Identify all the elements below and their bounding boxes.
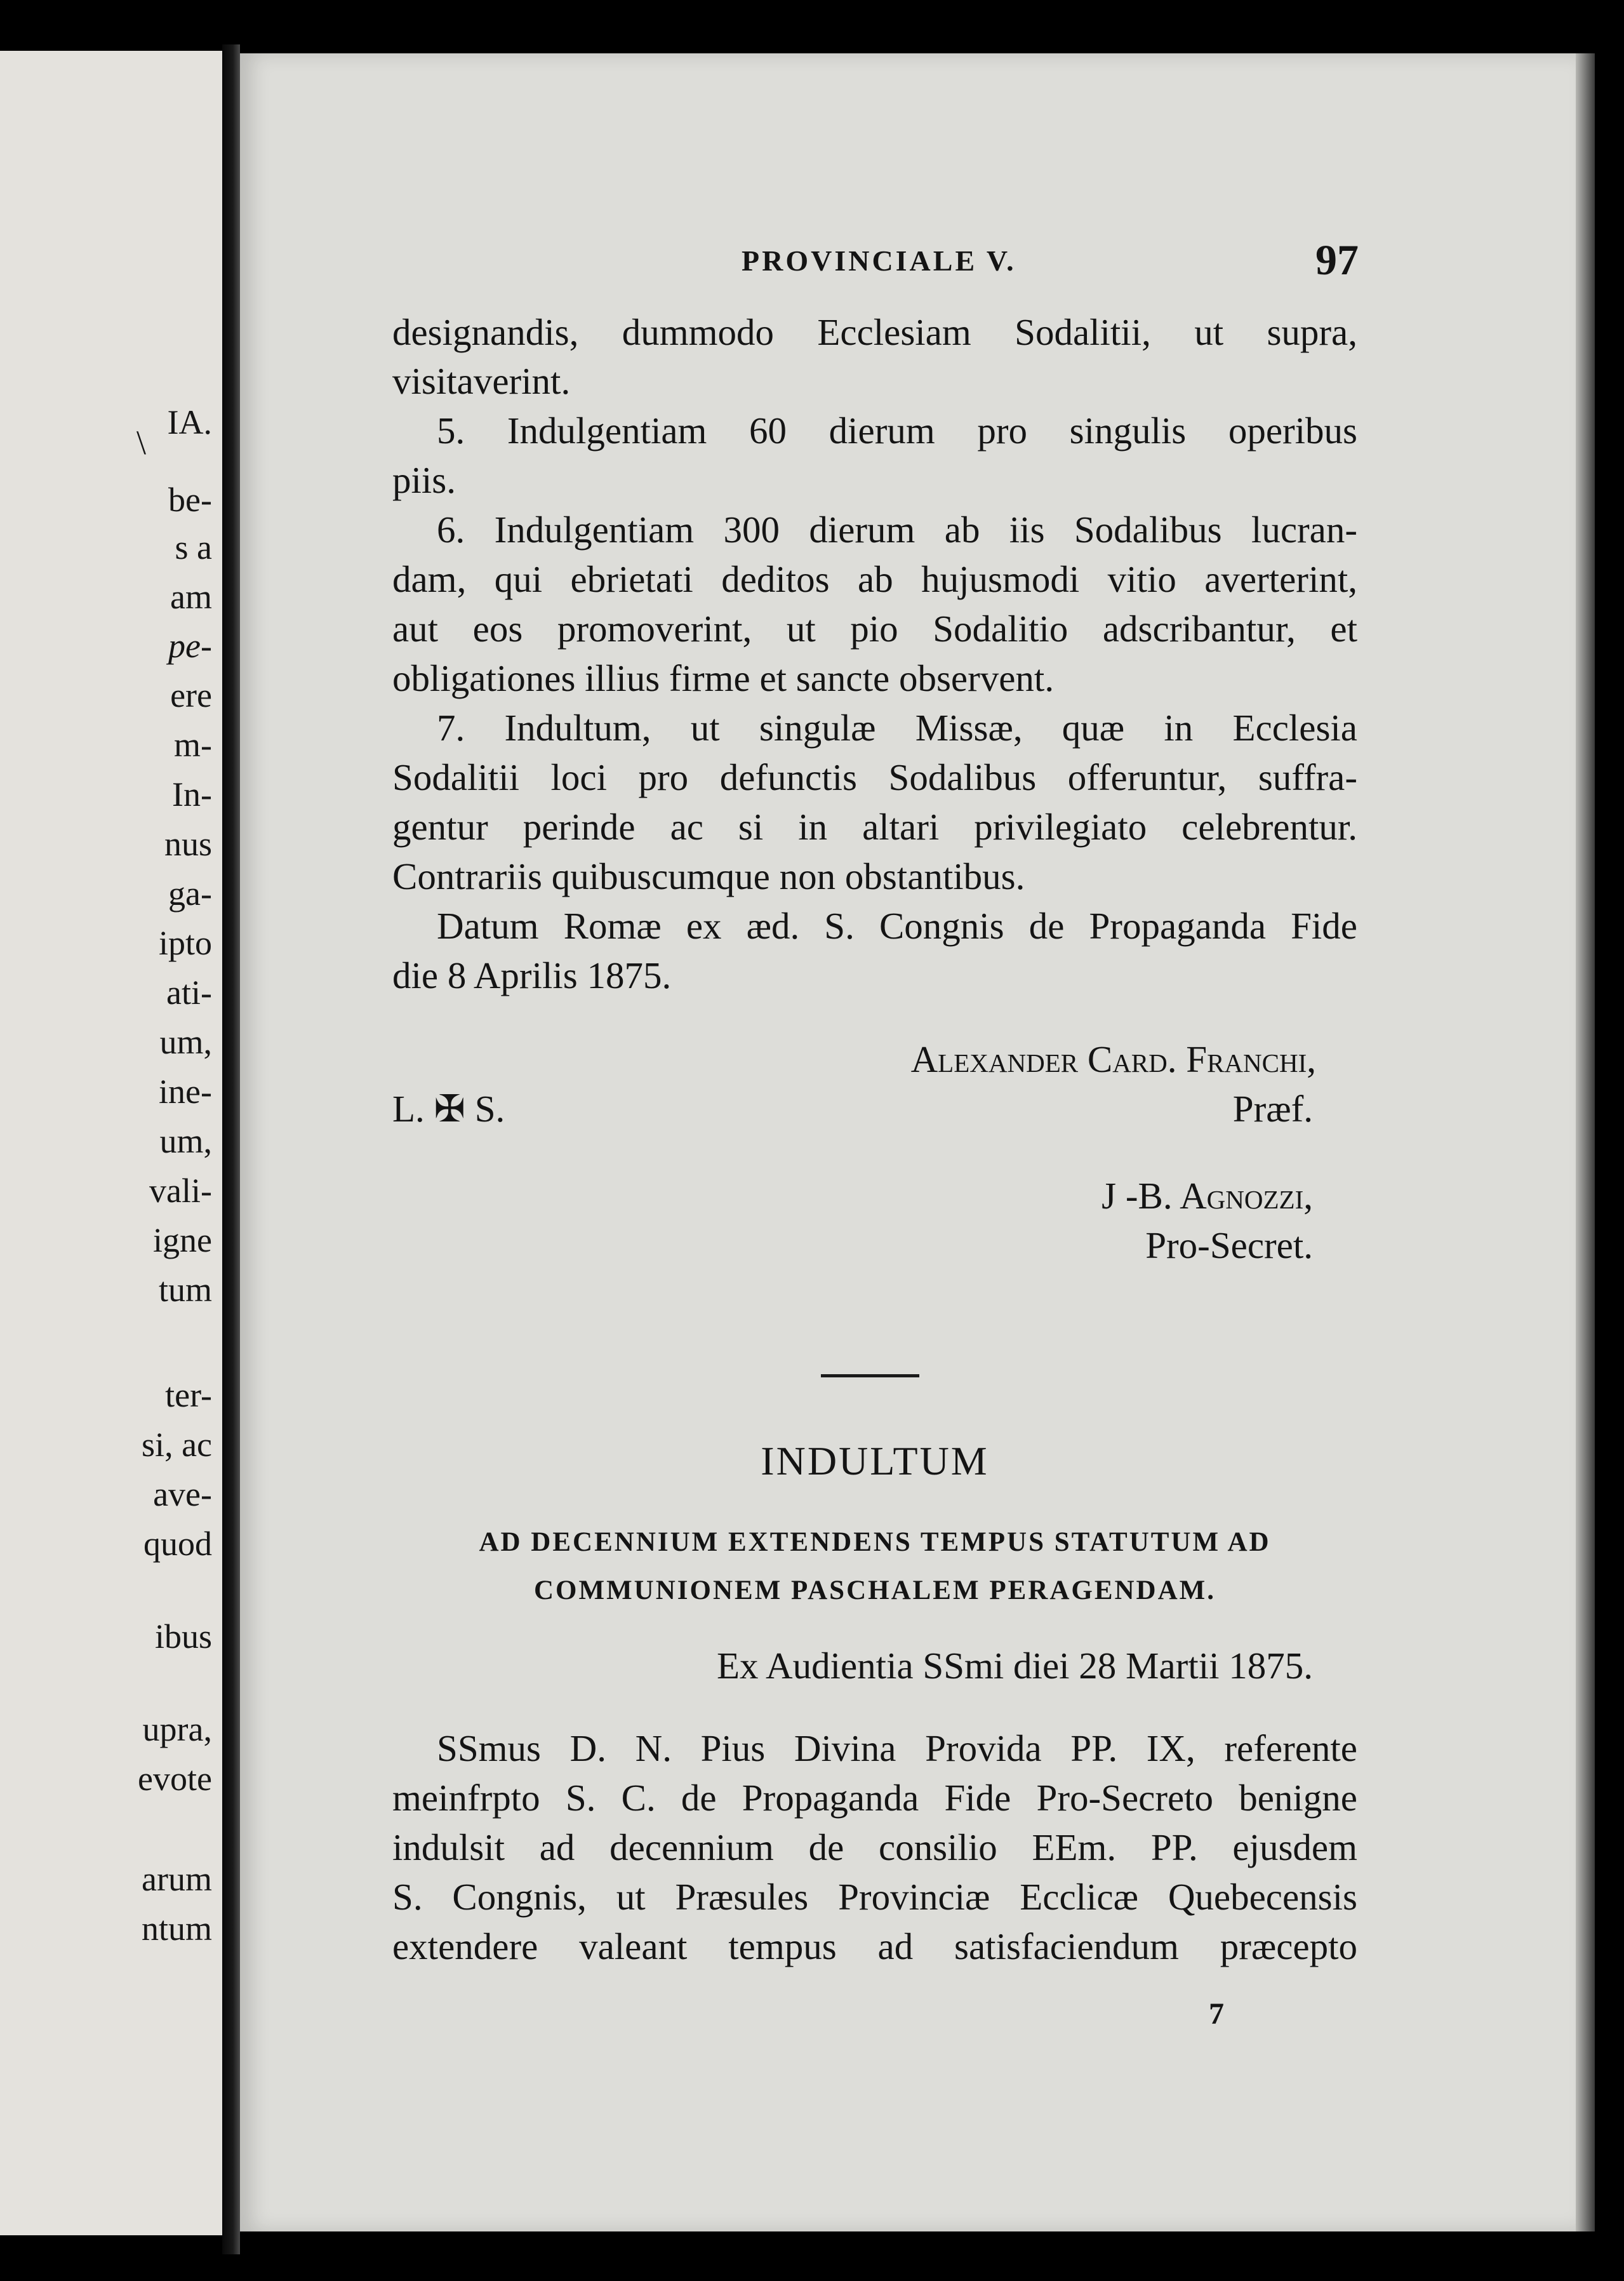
left-fragment: ati- [166,973,212,1012]
book-gutter [222,44,240,2254]
book-page [240,53,1576,2231]
running-head [392,237,1357,288]
text-line: piis. [392,459,456,501]
audience-line: Ex Audientia SSmi diei 28 Martii 1875. [716,1645,1313,1687]
text-line: Datum Romæ ex æd. S. Congnis de Propaganda Fide [437,905,1357,947]
text-line: die 8 Aprilis 1875. [392,954,672,996]
left-fragment: ere [170,676,212,714]
running-title: PROVINCIALE V. [742,244,1016,277]
text-line: SSmus D. N. Pius Divina Provida PP. IX, referente [437,1727,1357,1769]
left-fragment: si, ac [142,1426,212,1464]
left-fragment: igne [153,1221,212,1259]
left-fragment: tum [158,1271,212,1309]
section-heading: INDULTUM [761,1438,989,1483]
left-fragment: vali- [149,1172,212,1210]
page-edge-shadow [1576,53,1595,2231]
left-fragment: ga- [168,874,212,913]
left-fragment: pe- [168,627,212,665]
cardinal-title: Præf. [1232,1088,1313,1130]
left-fragment: nus [164,825,212,863]
left-fragment: be- [168,481,212,519]
left-fragment: IA. [167,403,212,441]
secretary-title: Pro-Secret. [1145,1224,1313,1266]
left-fragment: ipto [158,924,212,962]
text-line: visitaverint. [392,360,571,402]
page-number: 97 [1315,236,1359,284]
text-line: S. Congnis, ut Præsules Provinciæ Ecclicæ Quebecensis [392,1876,1357,1918]
left-fragment: m- [174,726,212,764]
seal-mark: L. ✠ S. [392,1088,505,1130]
section-subheading: AD DECENNIUM EXTENDENS TEMPUS STATUTUM AD [479,1527,1271,1557]
text-line: aut eos promoverint, ut pio Sodalitio adscribantur, et [392,608,1357,650]
left-fragment: am [170,578,212,616]
left-fragment: arum [142,1860,212,1898]
text-line: extendere valeant tempus ad satisfaciendum præcepto [392,1925,1357,1967]
left-fragment: um, [159,1023,212,1061]
left-fragment: In- [172,775,212,813]
left-fragment: evote [138,1760,212,1798]
text-line: 5. Indulgentiam 60 dierum pro singulis operibus [437,410,1357,452]
section-subheading: COMMUNIONEM PASCHALEM PERAGENDAM. [534,1575,1216,1605]
printer-signature-mark: 7 [1209,1997,1224,2031]
left-fragment: um, [159,1122,212,1160]
cardinal-signature: Alexander Card. Franchi, [910,1038,1316,1080]
text-line: 6. Indulgentiam 300 dierum ab iis Sodalibus lucran- [437,509,1357,551]
left-fragment: upra, [142,1710,212,1748]
left-fragment: quod [143,1525,212,1563]
text-line: Sodalitii loci pro defunctis Sodalibus offeruntur, suffra- [392,756,1357,798]
left-fragment: s a [175,528,212,566]
left-fragment: ter- [165,1376,212,1414]
facing-page-fragment [0,51,222,2235]
text-line: Contrariis quibuscumque non obstantibus. [392,855,1025,897]
text-line: indulsit ad decennium de consilio EEm. PP. ejusdem [392,1826,1357,1868]
left-fragment: \ [136,424,146,462]
section-rule [821,1374,919,1377]
text-line: designandis, dummodo Ecclesiam Sodalitii, ut supra, [392,311,1357,353]
secretary-signature: J -B. Agnozzi, [1102,1175,1313,1217]
text-line: 7. Indultum, ut singulæ Missæ, quæ in Ecclesia [437,707,1357,749]
left-fragment: ine- [159,1073,212,1111]
left-fragment: ntum [141,1910,212,1948]
text-line: meinfrpto S. C. de Propaganda Fide Pro-Secreto benigne [392,1777,1357,1819]
left-fragment: ave- [153,1475,212,1513]
text-line: dam, qui ebrietati deditos ab hujusmodi vitio averterint, [392,558,1357,600]
text-line: obligationes illius firme et sancte observent. [392,657,1055,699]
left-fragment: ibus [154,1617,212,1656]
text-line: gentur perinde ac si in altari privilegiato celebrentur. [392,806,1357,848]
